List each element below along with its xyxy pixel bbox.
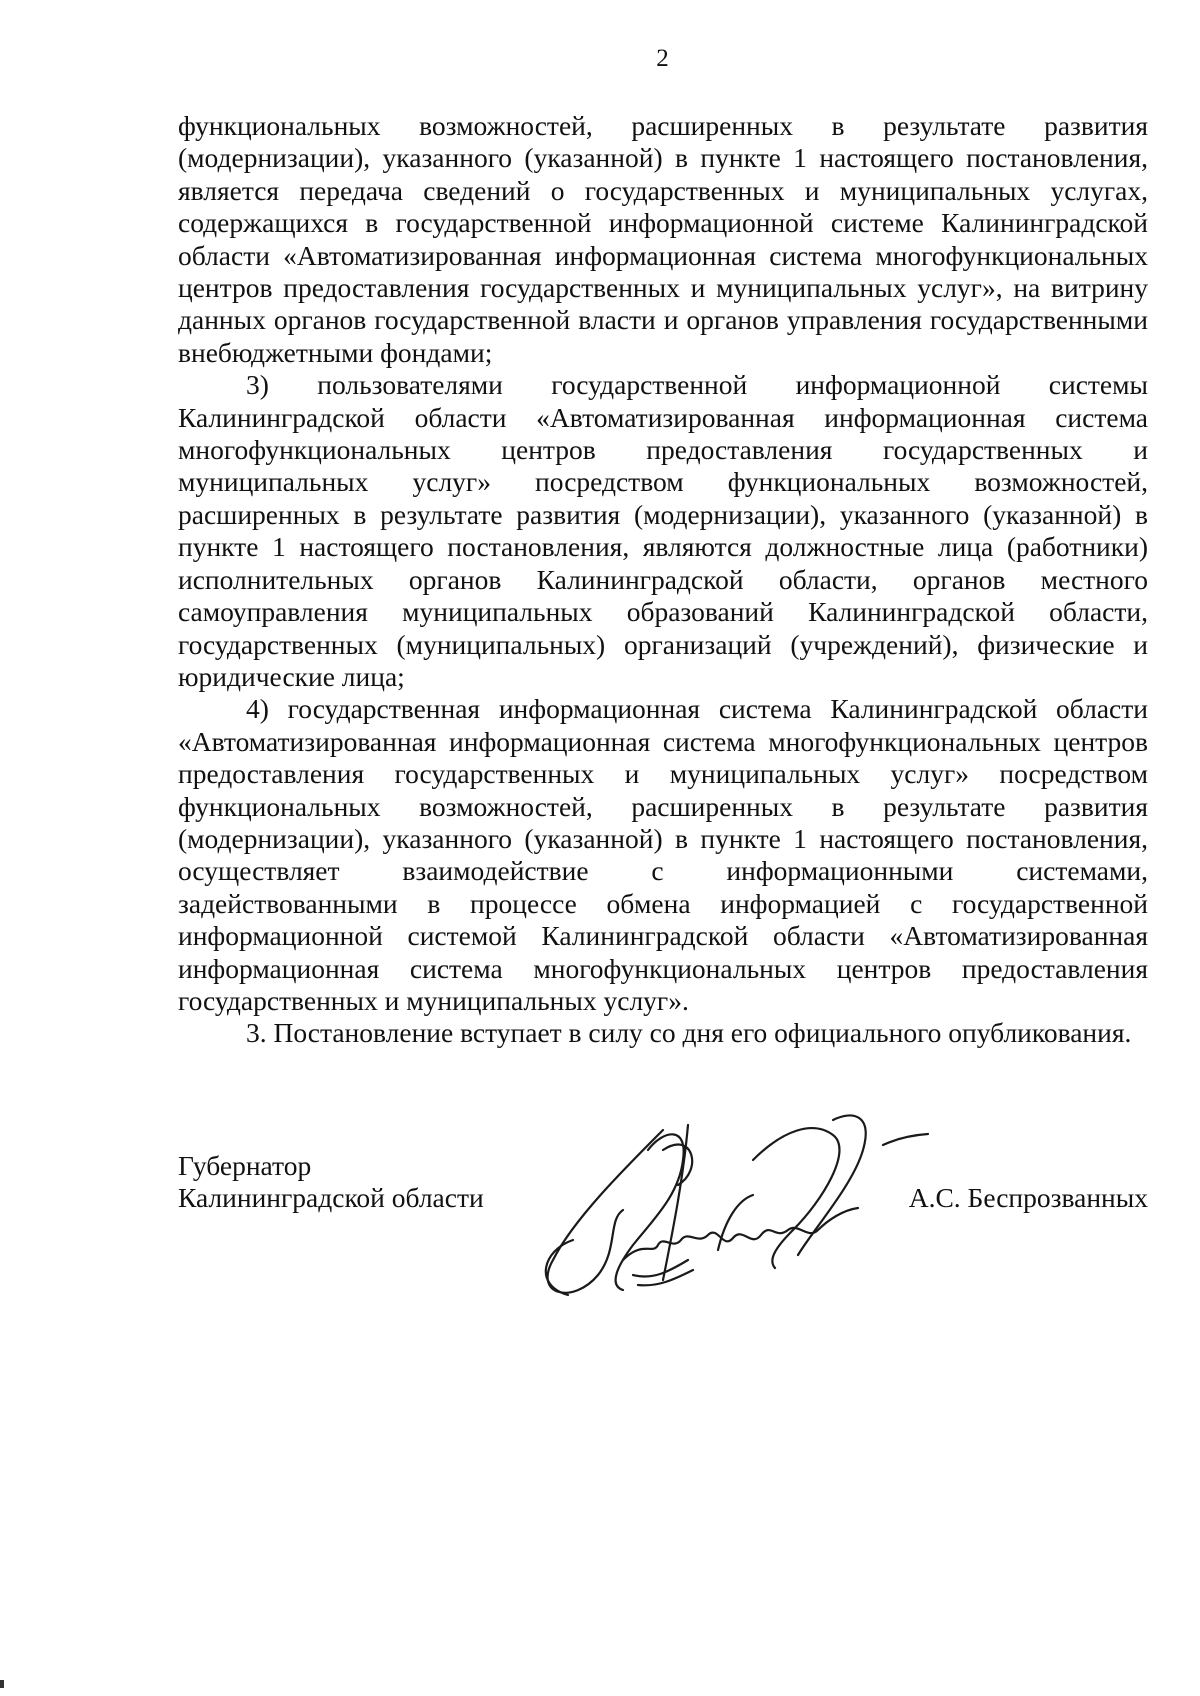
handwritten-signature bbox=[513, 1090, 933, 1320]
position-region: Калининградской области bbox=[178, 1182, 484, 1214]
document-body bbox=[178, 110, 1148, 1050]
position-title: Губернатор bbox=[178, 1150, 312, 1181]
signatory-name: А.С. Беспрозванных bbox=[908, 1182, 1148, 1213]
signatory-position bbox=[178, 1150, 484, 1215]
page-number: 2 bbox=[656, 45, 669, 72]
paragraph-item-4: 4) государственная информационная система Калининградской области «Автоматизированная информационная система многофункциональных центров предоставления государственных и муниципальных услуг» посредством функциональных возможностей, расширенных в результате развития (модернизации), указанного (указанной) в пункте 1 настоящего постановления, осуществляет взаимодействие с информационными системами, задействованными в процессе обмена информацией с государственной информационной системой Калининградской области «Автоматизированная информационная система многофункциональных центров предоставления государственных и муниципальных услуг». bbox=[178, 693, 1148, 1016]
paragraph-continuation: функциональных возможностей, расширенных в результате развития (модернизации), указанного (указанной) в пункте 1 настоящего постановления, является передача сведений о государственных и муниципальных услугах, содержащихся в государственной информационной системе Калининградской области «Автоматизированная информационная система многофункциональных центров предоставления государственных и муниципальных услуг», на витрину данных органов государственной власти и органов управления государственными внебюджетными фондами; bbox=[178, 110, 1148, 368]
scan-edge-mark bbox=[0, 1680, 4, 1688]
paragraph-item-3: 3) пользователями государственной информационной системы Калининградской области «Автоматизированная информационная система многофункциональных центров предоставления государственных и муниципальных услуг» посредством функциональных возможностей, расширенных в результате развития (модернизации), указанного (указанной) в пункте 1 настоящего постановления, являются должностные лица (работники) исполнительных органов Калининградской области, органов местного самоуправления муниципальных образований Калининградской области, государственных (муниципальных) организаций (учреждений), физические и юридические лица; bbox=[178, 369, 1148, 692]
paragraph-effective-date: 3. Постановление вступает в силу со дня его официального опубликования. bbox=[246, 1017, 1132, 1049]
signature-block bbox=[178, 1150, 1148, 1390]
